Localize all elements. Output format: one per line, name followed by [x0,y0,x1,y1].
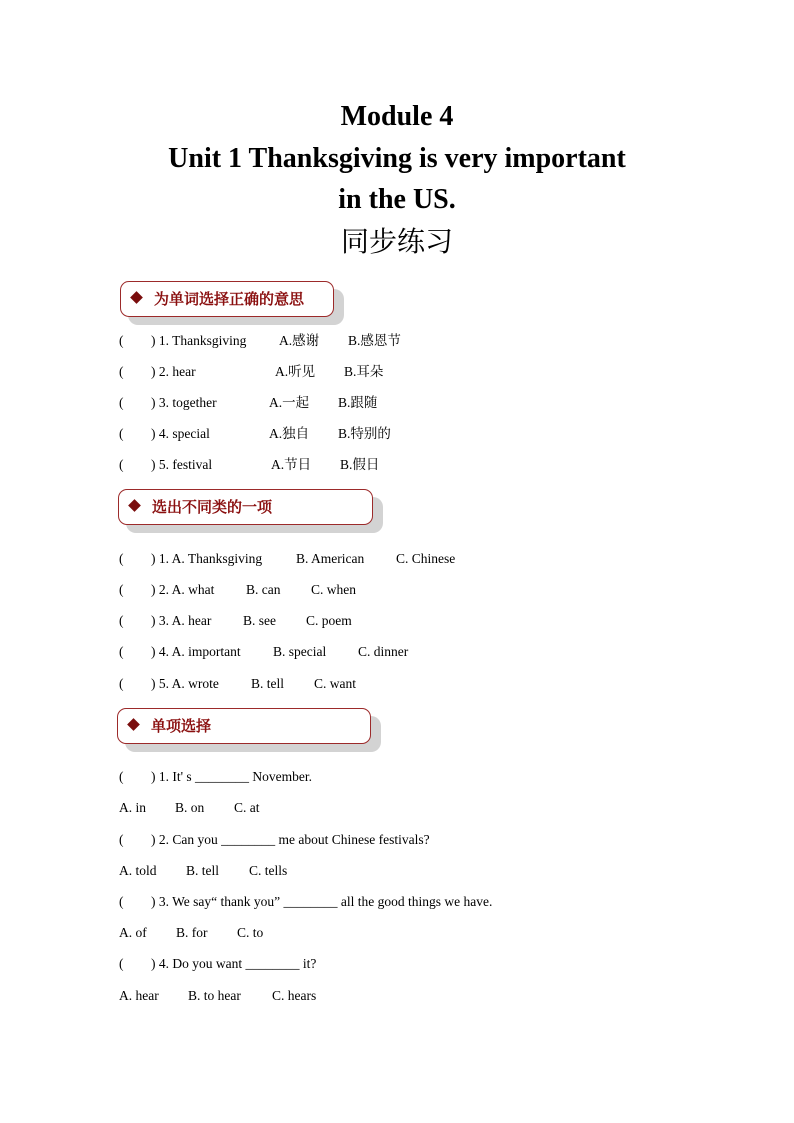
option-c: C. tells [249,863,288,878]
option-b: B. on [175,800,205,815]
section-header-3 [117,708,371,744]
option-a: A.听见 [275,364,316,379]
option-c: C. want [314,676,356,691]
page-subtitle: 同步练习 [340,225,453,258]
option-b: B.假日 [340,457,380,472]
option-c: C. Chinese [396,551,456,566]
option-b: B. for [176,925,208,940]
option-c: C. at [234,800,260,815]
option-b: B. see [243,613,276,628]
option-c: C. to [237,925,264,940]
section-header-2 [118,489,373,525]
question-text: ) 4. A. important [151,644,241,659]
option-b: B. tell [186,863,219,878]
unit-title: Unit 1 Thanksgiving is very important [168,143,626,174]
option-b: B. can [246,582,281,597]
question-text: ) 4. special [151,426,210,441]
option-a: A. of [119,925,147,940]
section-title: 选出不同类的一项 [152,498,273,516]
option-c: C. poem [306,613,352,628]
section-header-1 [120,281,334,317]
question-text: ) 2. A. what [151,582,215,597]
option-c: C. hears [272,988,317,1003]
section-title: 为单词选择正确的意思 [154,290,305,308]
question-text: ) 1. It' s ________ November. [151,769,313,784]
option-a: A.感谢 [279,333,320,348]
option-a: A.节日 [271,457,312,472]
option-a: A. in [119,800,146,815]
option-b: B. special [273,644,327,659]
option-c: C. dinner [358,644,409,659]
question-text: ) 1. Thanksgiving [151,333,247,348]
option-b: B. to hear [188,988,241,1003]
option-c: C. when [311,582,356,597]
option-b: B.特别的 [338,426,391,441]
question-text: ) 2. Can you ________ me about Chinese festivals? [151,832,430,847]
option-b: B. tell [251,676,284,691]
question-text: ) 4. Do you want ________ it? [151,956,317,971]
question-text: ) 3. We say“ thank you” ________ all the good things we have. [151,894,493,909]
question-text: ) 2. hear [151,364,196,379]
question-text: ) 3. A. hear [151,613,212,628]
option-b: B. American [296,551,365,566]
section-title: 单项选择 [151,717,212,735]
option-b: B.跟随 [338,395,378,410]
question-text: ) 1. A. Thanksgiving [151,551,263,566]
question-text: ) 3. together [151,395,217,410]
unit-title-cont: in the US. [338,184,456,215]
option-a: A.独自 [269,426,310,441]
option-a: A. told [119,863,157,878]
option-a: A. hear [119,988,159,1003]
module-title: Module 4 [340,101,454,132]
option-a: A.一起 [269,395,310,410]
option-b: B.感恩节 [348,333,401,348]
question-text: ) 5. festival [151,457,213,472]
option-b: B.耳朵 [344,364,384,379]
question-text: ) 5. A. wrote [151,676,219,691]
